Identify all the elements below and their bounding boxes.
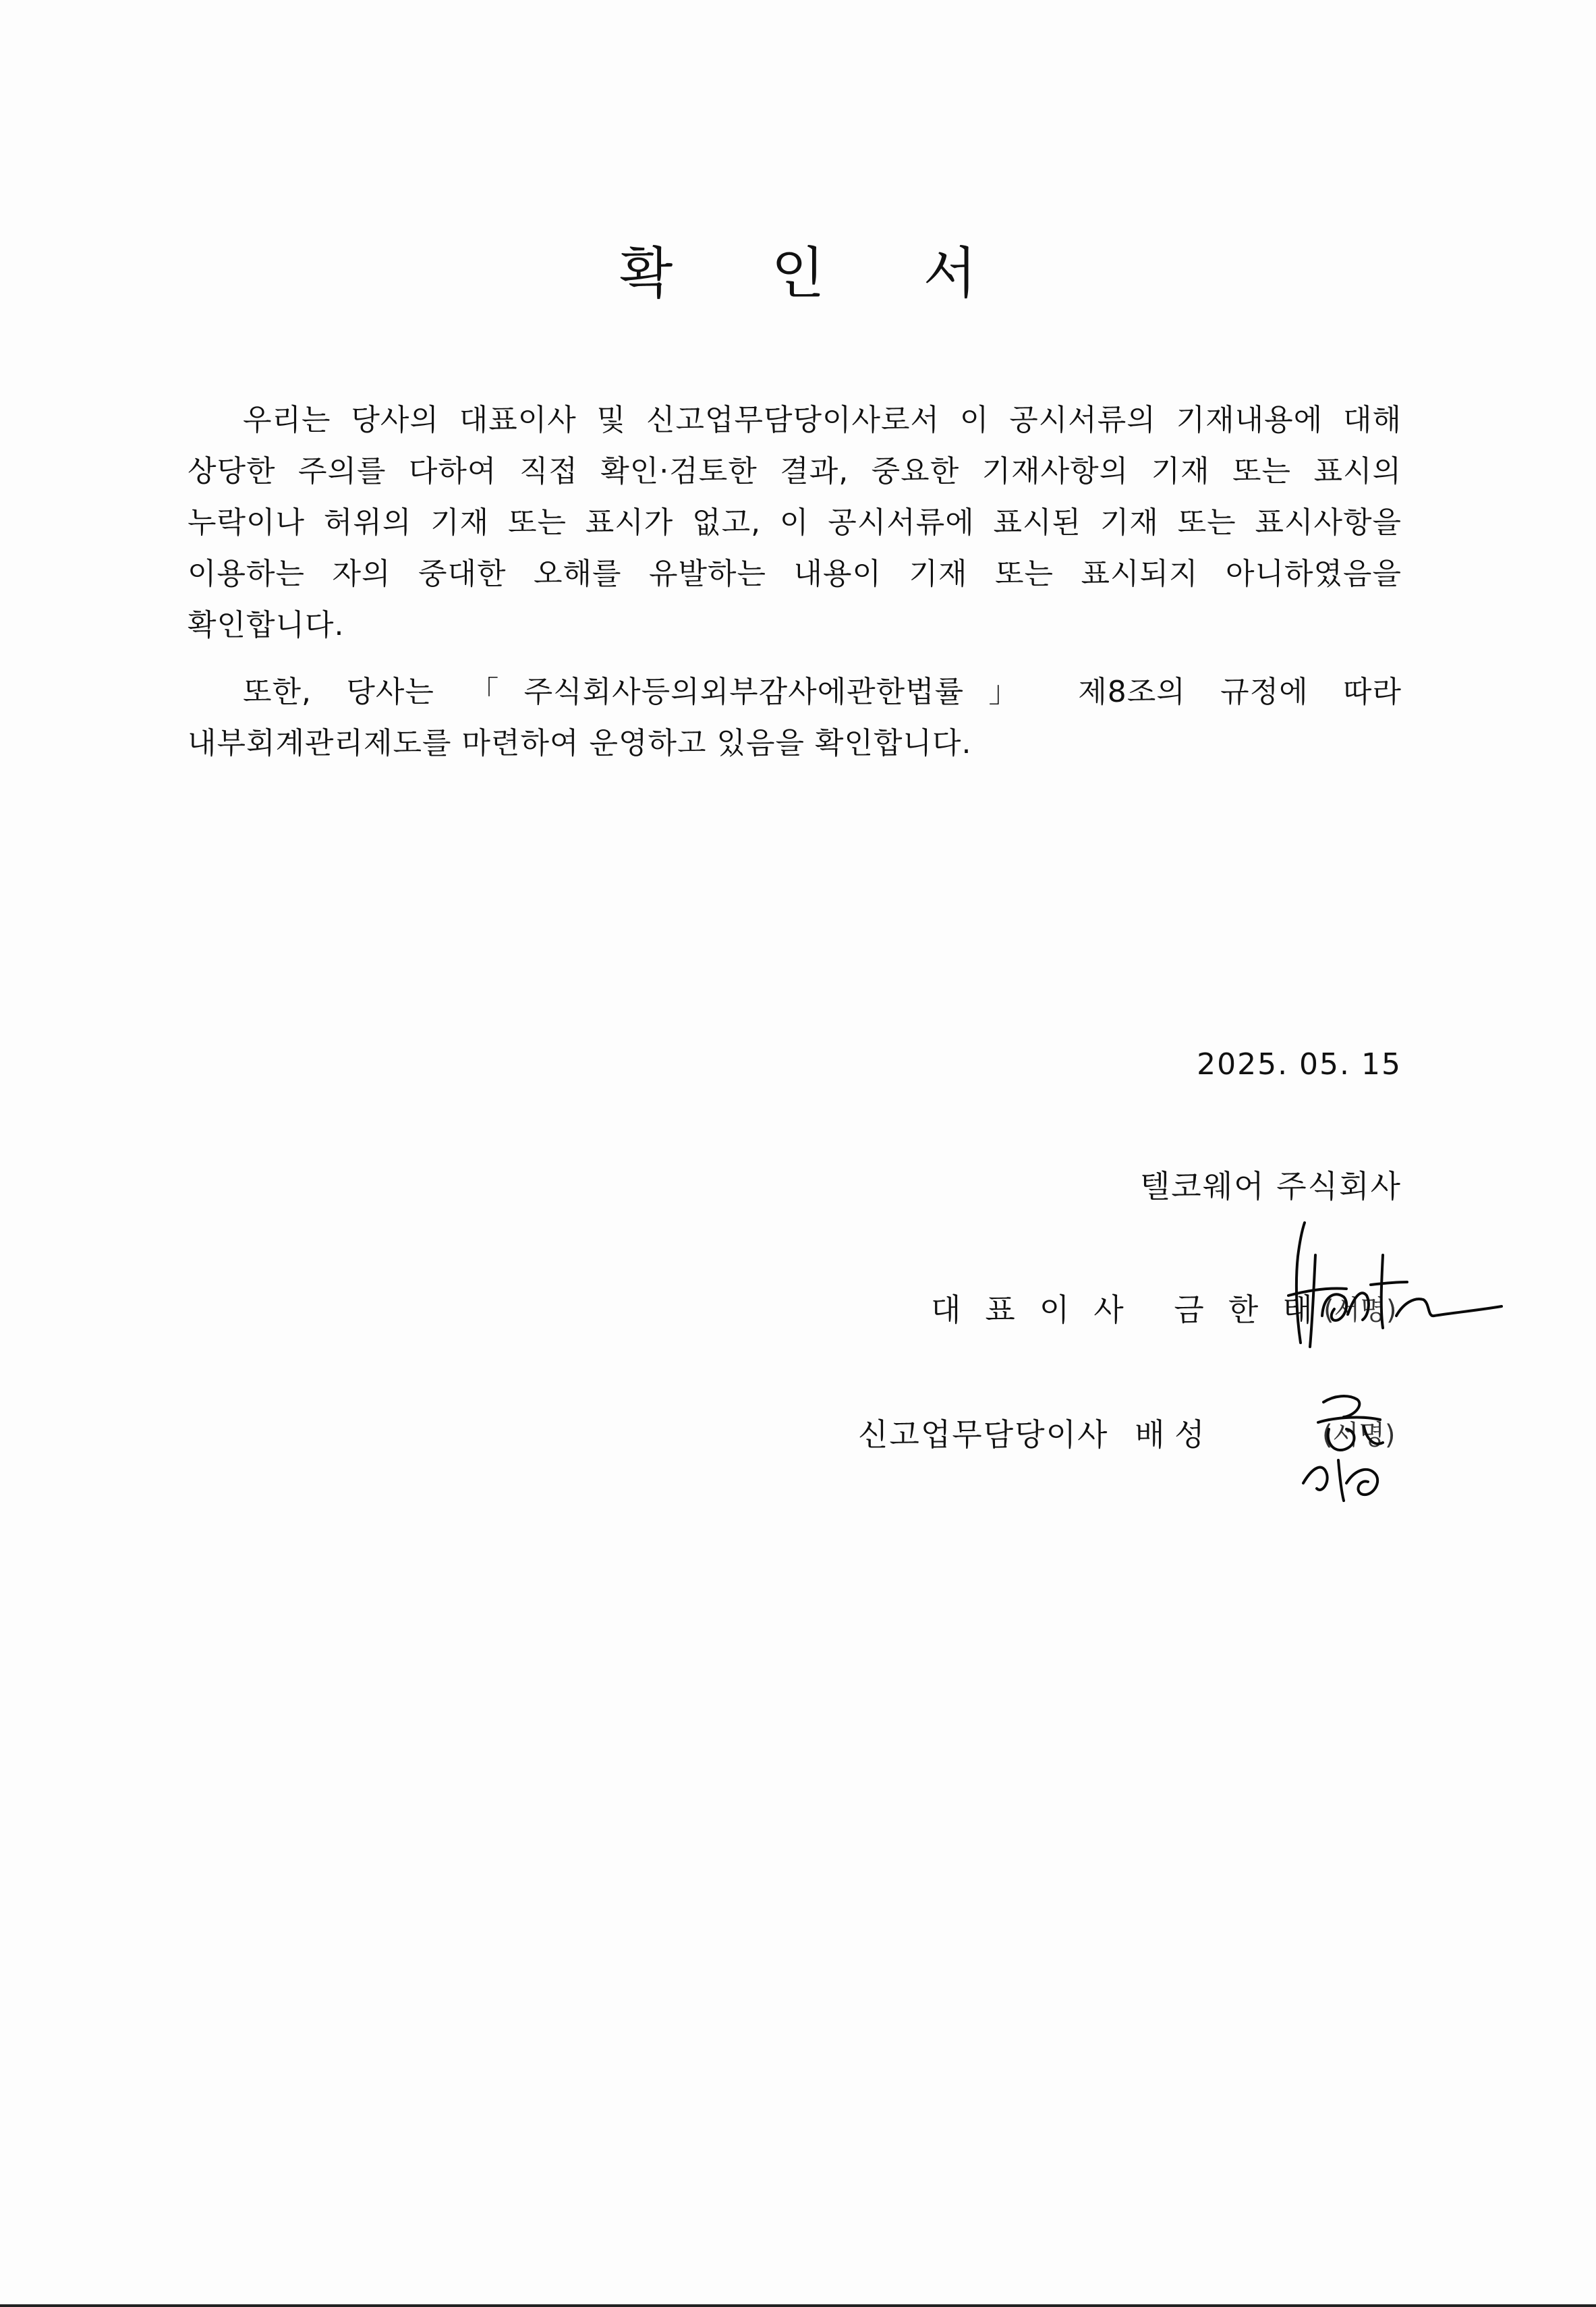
officer-seal-label: (서명)	[1322, 1420, 1396, 1451]
document-title: 확 인 서	[619, 242, 1017, 306]
ceo-handwritten-signature	[1282, 1215, 1504, 1350]
disclosure-officer-signature-row	[858, 1410, 1205, 1455]
company-name: 텔코웨어 주식회사	[1139, 1168, 1402, 1204]
officer-role-label: 신고업무담당이사	[858, 1416, 1109, 1453]
internal-control-paragraph: 또한, 당사는 「주식회사등의외부감사에관한법률」 제8조의 규정에 따라 내부회계관리제도를 마련하여 운영하고 있음을 확인합니다.	[188, 675, 1402, 760]
ceo-name: 금한태	[1174, 1291, 1337, 1328]
document-date: 2025. 05. 15	[1197, 1047, 1402, 1082]
officer-name: 배 성	[1135, 1416, 1205, 1453]
ceo-signature-row	[931, 1285, 1337, 1330]
ceo-seal-label: (서명)	[1323, 1295, 1397, 1326]
confirmation-paragraph: 우리는 당사의 대표이사 및 신고업무담당이사로서 이 공시서류의 기재내용에 대해 상당한 주의를 다하여 직접 확인·검토한 결과, 중요한 기재사항의 기재 또는 표시의 누락이나 허위의 기재 또는 표시가 없고, 이 공시서류에 표시된 기재 또는 표시사항을 이용하는 자의 중대한 오해를 유발하는 내용이 기재 또는 표시되지 아니하였음을 확인합니다.	[188, 403, 1402, 642]
officer-handwritten-signature	[1282, 1382, 1417, 1517]
page-bottom-edge	[0, 2304, 1596, 2307]
ceo-role-label: 대표이사	[931, 1291, 1148, 1328]
